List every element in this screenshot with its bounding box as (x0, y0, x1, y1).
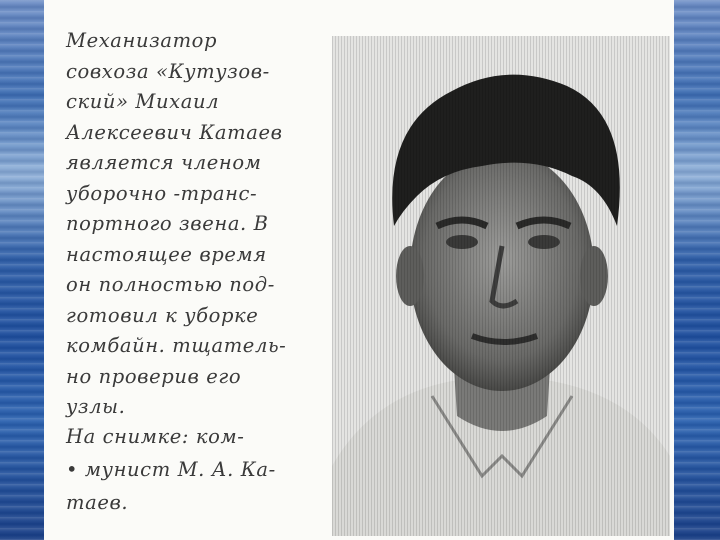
article-line: Алексеевич Катаев (66, 120, 283, 144)
article-line: узлы. (66, 395, 126, 418)
article-line: является членом (66, 151, 262, 174)
article-line: но проверив его (66, 364, 242, 388)
portrait-photo (332, 36, 670, 536)
article-line: портного звена. В (66, 212, 269, 235)
newspaper-clipping (44, 0, 674, 540)
article-line: готовил к уборке (66, 303, 259, 327)
article-line: ский» Михаил (66, 90, 220, 113)
caption-line: • мунист М. А. Ка- (66, 458, 276, 481)
article-line: комбайн. тщатель- (66, 334, 287, 357)
article-line: настоящее время (66, 242, 267, 266)
article-line: он полностью под- (66, 273, 275, 296)
sea-background-right (674, 0, 720, 540)
article-line: уборочно -транс- (66, 181, 258, 205)
caption-line: На снимке: ком- (66, 425, 245, 448)
sea-background-left (0, 0, 44, 540)
portrait-image (332, 36, 670, 536)
photo-caption (66, 420, 294, 519)
caption-line: таев. (66, 491, 129, 514)
article-line: Механизатор (66, 29, 218, 52)
article-text (66, 26, 294, 423)
article-line: совхоза «Кутузов- (66, 59, 270, 83)
